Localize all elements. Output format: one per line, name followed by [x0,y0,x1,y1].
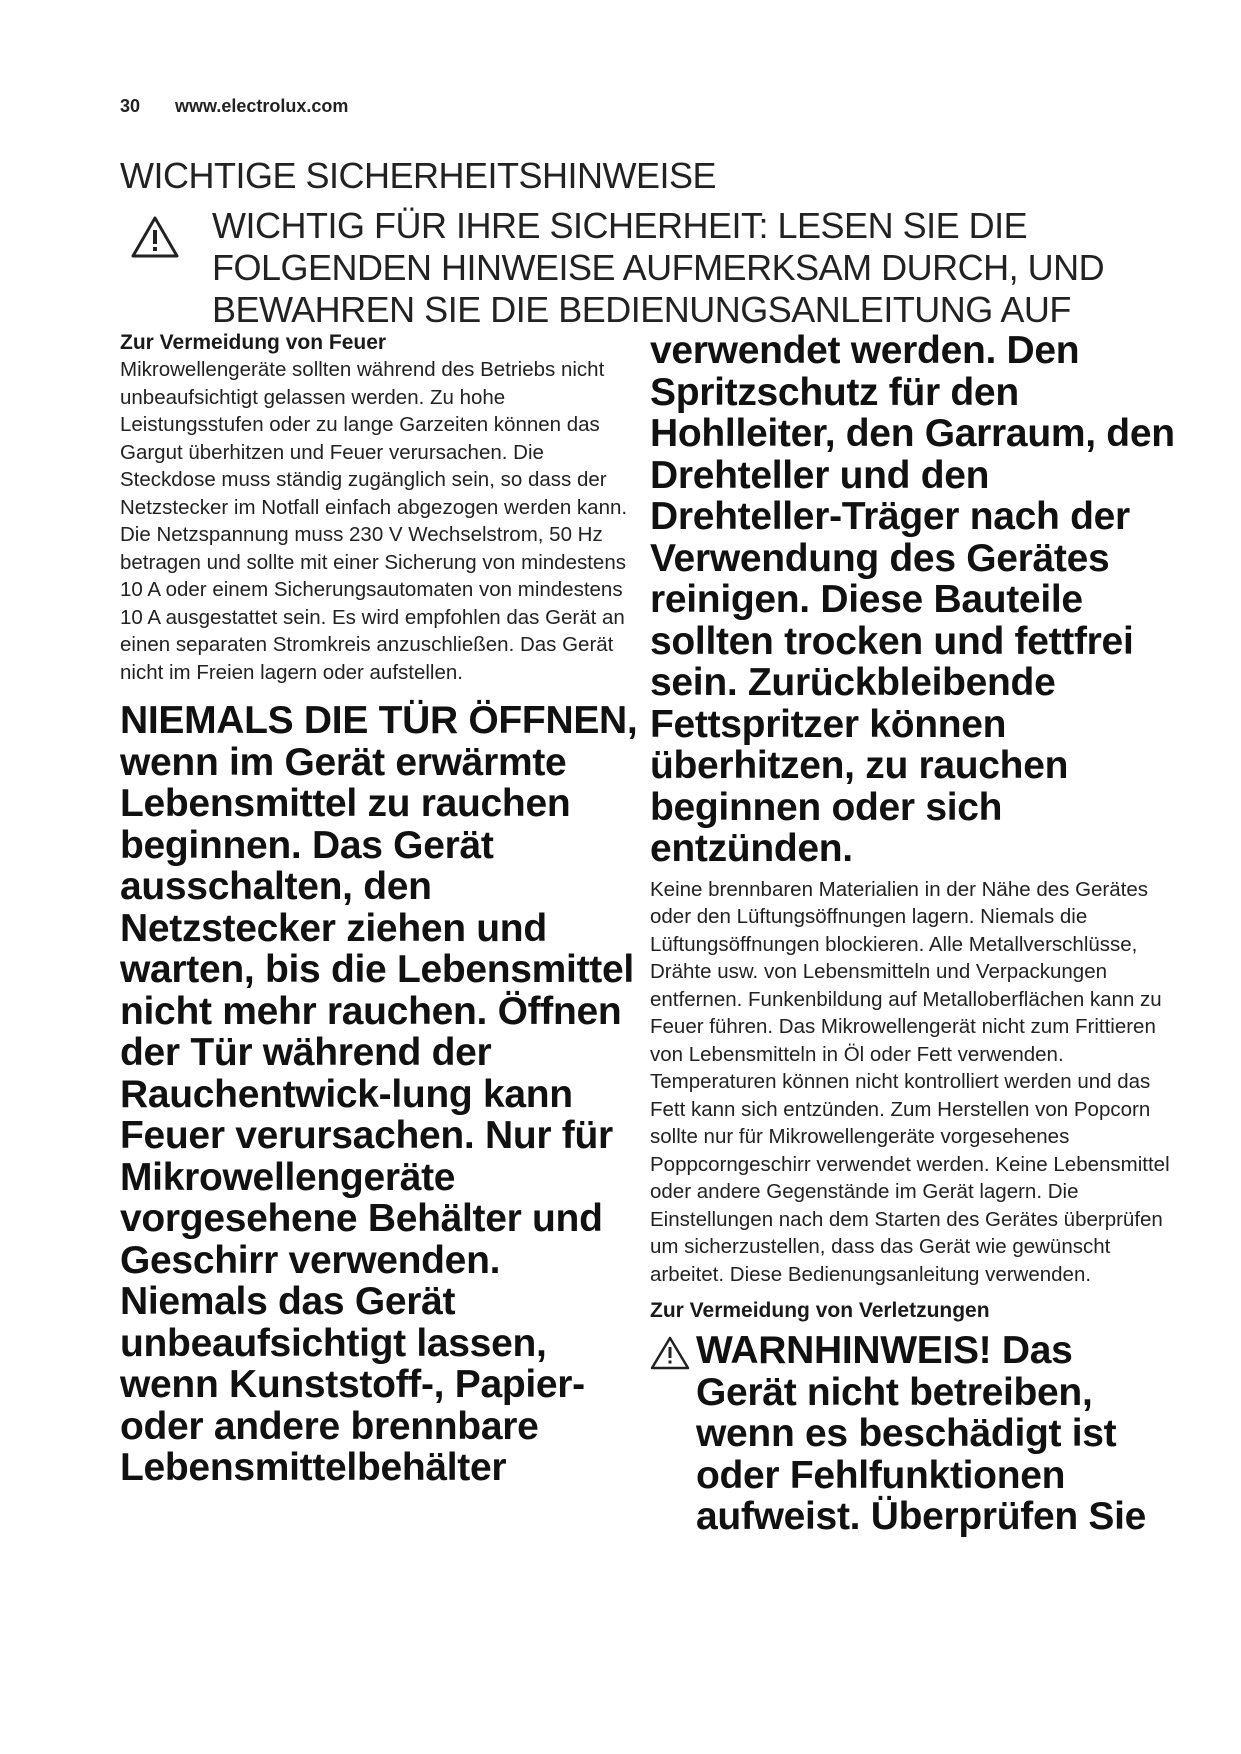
page-number: 30 [120,96,141,116]
fire-heading: Zur Vermeidung von Feuer [120,331,387,354]
right-column [650,330,1180,1538]
warning-line: FOLGENDEN HINWEISE AUFMERKSAM DURCH, UND [212,247,1105,288]
website-url: www.electrolux.com [175,96,349,116]
left-column [120,330,640,1489]
page-header [120,96,348,117]
warning-line: WICHTIG FÜR IHRE SICHERHEIT: LESEN SIE DIE [212,205,1028,246]
injury-warning-text: WARNHINWEIS! Das Gerät nicht betreiben, wenn es beschädigt ist oder Fehlfunktionen aufweist. Überprüfen Sie [696,1329,1147,1538]
fire-text: Mikrowellengeräte sollten während des Betriebs nicht unbeaufsichtigt gelassen werden. Zu hohe Leistungsstufen oder zu lange Garzeiten können das Gargut überhitzen und Feuer verursachen. Die Steckdose muss ständig zugänglich sein, so dass der Netzstecker im Notfall einfach abgezogen werden kann. Die Netzspannung muss 230 V Wechselstrom, 50 Hz betragen und sollte mit einer Sicherung von mindestens 10 A oder einem Sicherungsautomaten von mindestens 10 A ausgestattet sein. Es wird empfohlen das Gerät an einen separaten Stromkreis anzuschließen. Das Gerät nicht im Freien lagern oder aufstellen. [120,358,628,684]
section-title: WICHTIGE SICHERHEITSHINWEISE [120,155,717,196]
cleaning-text: verwendet werden. Den Spritzschutz für den Hohlleiter, den Garraum, den Drehteller und den Drehteller-Träger nach der Verwendung des Gerätes reinigen. Diese Bauteile sollten trocken und fettfrei sein. Zurückbleibende Fettspritzer können überhitzen, zu rauchen beginnen oder sich entzünden. [650,329,1175,870]
injury-warning [650,1330,1180,1538]
door-warning-text: NIEMALS DIE TÜR ÖFFNEN, wenn im Gerät erwärmte Lebensmittel zu rauchen beginnen. Das Gerät ausschalten, den Netzstecker ziehen und warten, bis die Lebensmittel nicht mehr rauchen. Öffnen der Tür während der Rauchentwick-lung kann Feuer verursachen. Nur für Mikrowellengeräte vorgesehene Behälter und Geschirr verwenden. Niemals das Gerät unbeaufsichtigt lassen, wenn Kunststoff-, Papier- oder andere brennbare Lebensmittelbehälter [120,699,638,1489]
warning-triangle-icon [130,215,180,259]
materials-text: Keine brennbaren Materialien in der Nähe des Gerätes oder den Lüftungsöffnungen lagern. Niemals die Lüftungsöffnungen blockieren. Alle Metallverschlüsse, Drähte usw. von Lebensmitteln und Verpackungen entfernen. Funkenbildung auf Metalloberflächen kann zu Feuer führen. Das Mikrowellengerät nicht zum Frittieren von Lebensmitteln in Öl oder Fett verwenden. Temperaturen können nicht kontrolliert werden und das Fett kann sich entzünden. Zum Herstellen von Popcorn sollte nur für Mikrowellengeräte vorgesehenes Poppcorngeschirr verwendet werden. Keine Lebensmittel oder andere Gegenstände im Gerät lagern. Die Einstellungen nach dem Starten des Gerätes überprüfen um sicherzustellen, dass das Gerät wie gewünscht arbeitet. Diese Bedienungsanleitung verwenden. [650,877,1170,1286]
warning-triangle-icon [650,1336,690,1370]
injury-heading: Zur Vermeidung von Verletzungen [650,1299,990,1322]
warning-line: BEWAHREN SIE DIE BEDIENUNGSANLEITUNG AUF [212,289,1071,330]
